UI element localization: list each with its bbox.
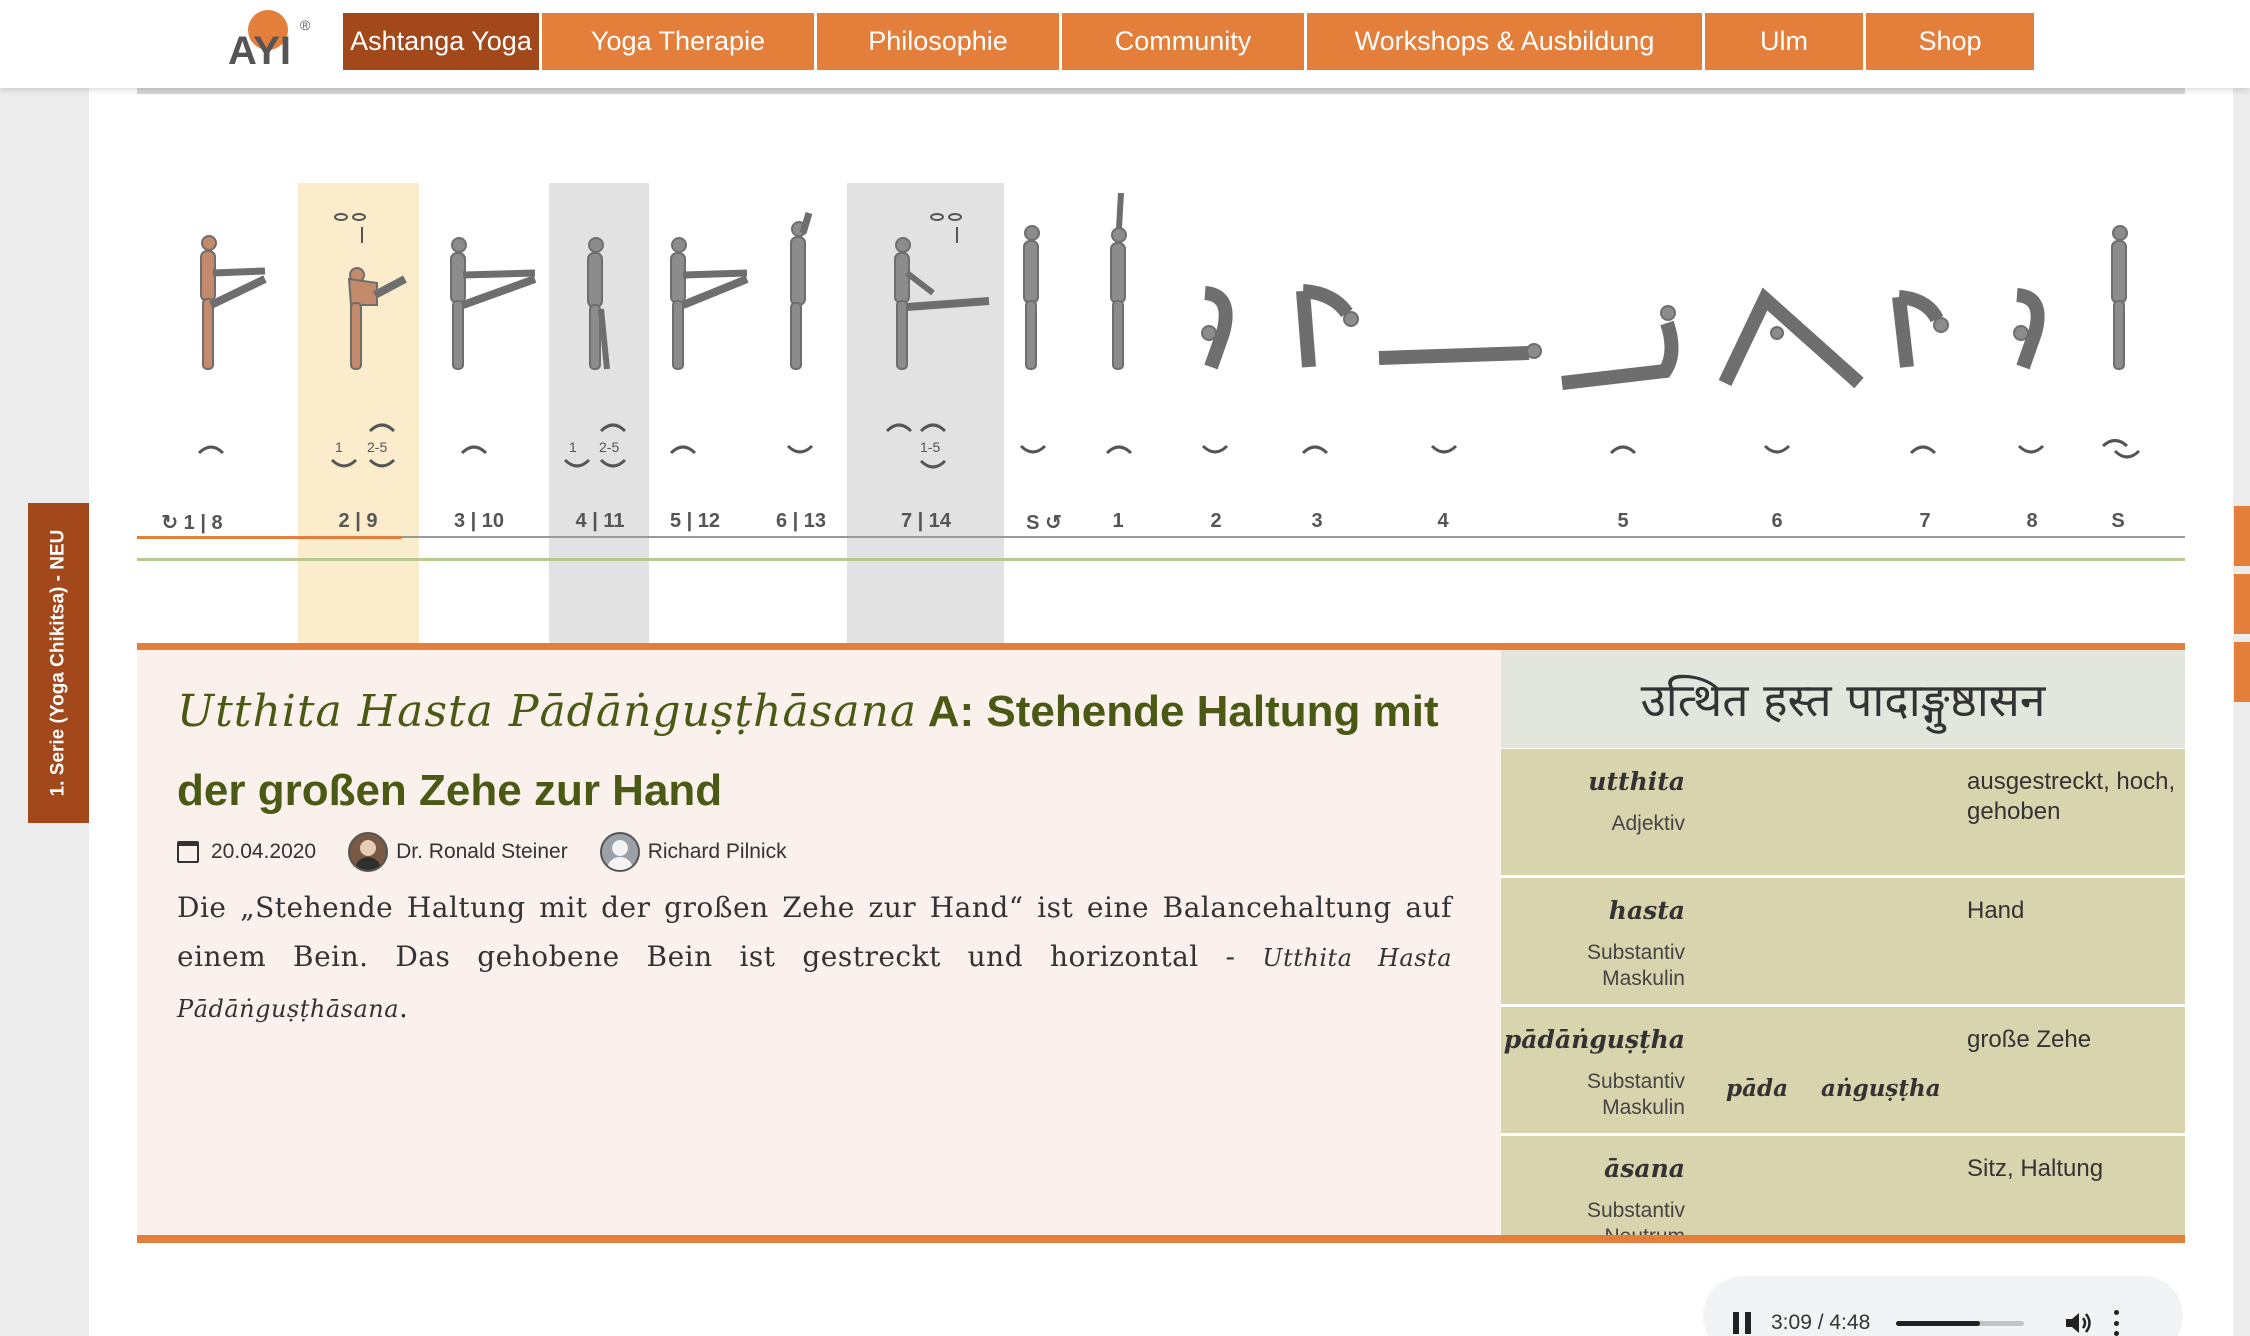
author-name: Dr. Ronald Steiner — [396, 840, 568, 863]
word-type: Adjektiv — [1611, 812, 1685, 835]
glossary-grammar — [1587, 940, 1685, 992]
calendar-icon — [177, 841, 199, 863]
nav-workshops[interactable]: Workshops & Ausbildung — [1307, 13, 1702, 70]
breath-count: 1 — [569, 439, 577, 455]
nav-ashtanga-yoga[interactable]: Ashtanga Yoga — [343, 13, 539, 70]
asana-figure-2 — [349, 268, 405, 369]
article-meta — [177, 830, 819, 874]
asana-figure-6 — [791, 213, 809, 369]
exhale-icon — [370, 460, 394, 466]
author-link[interactable] — [600, 832, 787, 872]
vinyasa-step[interactable] — [1021, 510, 1067, 535]
asana-figure-vinyasa-4 — [1379, 344, 1541, 358]
series-side-tab[interactable] — [28, 503, 89, 823]
audio-player — [1703, 1276, 2183, 1336]
glossary-meaning: ausgestreckt, hoch, gehoben — [1967, 768, 2176, 825]
inhale-icon — [199, 447, 223, 453]
vinyasa-step[interactable]: 7 — [1914, 510, 1935, 533]
inhale-icon — [462, 447, 486, 453]
vinyasa-step[interactable]: 2 | 9 — [334, 510, 383, 533]
glossary-meaning: Sitz, Haltung — [1967, 1155, 2104, 1182]
audio-progress-fill — [1896, 1321, 1980, 1326]
glossary-meaning: große Zehe — [1967, 1026, 2092, 1053]
description-sanskrit: Utthita Hasta Pādāṅguṣṭhāsana — [177, 944, 1453, 1023]
author-name: Richard Pilnick — [647, 840, 787, 863]
inhale-icon — [671, 447, 695, 453]
vinyasa-step[interactable]: 1 — [1107, 510, 1128, 533]
glossary-term: utthita — [1588, 767, 1685, 796]
author-link[interactable] — [348, 832, 568, 872]
volume-icon[interactable] — [2064, 1310, 2092, 1336]
word-type: Substantiv — [1586, 1070, 1685, 1093]
inhale-icon — [1303, 447, 1327, 453]
divider — [137, 88, 2185, 94]
series-side-tab-label: 1. Serie (Yoga Chikitsa) - NEU — [47, 529, 69, 797]
glossary-term: pādāṅguṣṭha — [1503, 1025, 1685, 1054]
exhale-icon — [332, 460, 356, 466]
asana-figure-7 — [895, 238, 989, 369]
vinyasa-step[interactable]: 3 — [1306, 510, 1327, 533]
compound-part: aṅguṣṭha — [1821, 1075, 1941, 1102]
asana-sequence — [137, 183, 2185, 643]
vinyasa-step[interactable]: 4 | 11 — [571, 510, 630, 533]
glossary-term: āsana — [1604, 1154, 1685, 1183]
compound-part: pāda — [1726, 1075, 1788, 1102]
exhale-icon — [1432, 446, 1456, 452]
vinyasa-step[interactable]: 6 | 13 — [771, 510, 831, 533]
inhale-icon — [2103, 441, 2127, 447]
inhale-icon — [1911, 447, 1935, 453]
vinyasa-count-row — [137, 510, 2185, 540]
asana-figure-samasthiti-end — [2112, 226, 2127, 369]
vinyasa-step[interactable]: S — [2106, 510, 2129, 533]
glossary-table — [1501, 650, 2185, 1235]
asana-figure-vinyasa-2 — [1202, 293, 1226, 367]
word-type: Substantiv — [1586, 1199, 1685, 1222]
glossary-grammar — [1611, 811, 1685, 837]
title-sanskrit: Utthita Hasta Pādāṅguṣṭhāsana — [177, 686, 918, 737]
glossary-term: hasta — [1608, 896, 1685, 925]
glossary-row — [1501, 878, 2185, 1004]
glossary-row — [1501, 1136, 2185, 1235]
vinyasa-step[interactable]: 5 — [1612, 510, 1633, 533]
panel-border — [137, 1235, 2185, 1243]
word-gender: Maskulin — [1602, 1096, 1685, 1119]
nav-ulm[interactable]: Ulm — [1705, 13, 1863, 70]
right-edge-tab[interactable] — [2234, 642, 2250, 702]
publish-date-text: 20.04.2020 — [211, 840, 317, 863]
vinyasa-step[interactable]: 8 — [2021, 510, 2042, 533]
inhale-icon — [921, 425, 945, 431]
pause-icon — [1733, 1312, 1739, 1334]
right-edge-tabs — [2234, 506, 2250, 710]
asana-figure-5 — [671, 238, 747, 369]
description-end: . — [399, 991, 409, 1024]
right-edge-tab[interactable] — [2234, 574, 2250, 634]
exhale-icon — [921, 461, 945, 467]
inhale-icon — [1611, 447, 1635, 453]
inhale-icon — [601, 425, 625, 431]
nav-philosophie[interactable]: Philosophie — [817, 13, 1059, 70]
exhale-icon — [788, 446, 812, 452]
drishti-eyes-icon — [335, 214, 365, 243]
asana-figure-3 — [451, 238, 535, 369]
exhale-icon — [2019, 446, 2043, 452]
asana-figure-vinyasa-7 — [1899, 297, 1948, 367]
return-icon: ↺ — [1045, 512, 1062, 534]
publish-date — [177, 840, 316, 864]
exhale-icon — [2115, 451, 2139, 457]
more-options-icon[interactable] — [2114, 1310, 2120, 1336]
drishti-eyes-icon — [931, 214, 961, 243]
page-title — [177, 672, 1467, 830]
vinyasa-step-label: 1 | 8 — [183, 512, 223, 534]
glossary-meaning: Hand — [1967, 897, 2025, 924]
vinyasa-step[interactable]: 3 | 10 — [449, 510, 509, 533]
breath-count: 1 — [335, 439, 343, 455]
ayi-logo[interactable] — [226, 8, 316, 72]
vinyasa-step[interactable]: 6 — [1766, 510, 1787, 533]
pause-button[interactable] — [1733, 1312, 1751, 1334]
title-german: A: Stehende Haltung mit der großen Zehe zur Hand — [177, 687, 1439, 815]
vinyasa-step[interactable] — [156, 510, 227, 535]
glossary-row — [1501, 749, 2185, 875]
glossary-grammar — [1587, 1069, 1685, 1121]
repeat-icon: ↻ — [161, 512, 179, 534]
nav-community[interactable]: Community — [1062, 13, 1304, 70]
breath-markers — [199, 425, 2139, 467]
word-type: Substantiv — [1586, 941, 1685, 964]
exhale-icon — [565, 460, 589, 466]
asana-description — [177, 883, 1452, 1034]
exhale-icon — [1021, 446, 1045, 452]
breath-count: 2-5 — [367, 439, 388, 455]
inhale-icon — [1107, 447, 1131, 453]
exhale-icon — [1203, 446, 1227, 452]
top-bar — [0, 0, 2250, 88]
main-nav — [343, 13, 2037, 70]
vinyasa-step[interactable]: 7 | 14 — [896, 510, 956, 533]
breath-count: 1-5 — [920, 439, 941, 455]
audio-time: 3:09 / 4:48 — [1771, 1311, 1871, 1334]
registered-mark: ® — [300, 17, 311, 33]
vinyasa-step[interactable]: 5 | 12 — [665, 510, 725, 533]
inhale-icon — [887, 425, 911, 431]
asana-figure-vinyasa-5 — [1562, 306, 1675, 383]
vinyasa-step[interactable]: 2 — [1205, 510, 1226, 533]
panel-border — [137, 643, 2185, 650]
audio-progress-bar[interactable] — [1896, 1321, 2024, 1326]
avatar — [348, 832, 388, 872]
word-gender: Maskulin — [1602, 967, 1685, 990]
nav-shop[interactable]: Shop — [1866, 13, 2034, 70]
asana-figure-1 — [201, 236, 265, 369]
divider — [137, 558, 2185, 561]
vinyasa-step-label: S — [1026, 512, 1040, 534]
asana-figure-vinyasa-6 — [1725, 299, 1859, 383]
asana-figure-vinyasa-1 — [1111, 193, 1126, 369]
avatar — [600, 832, 640, 872]
asana-figure-samasthiti — [1024, 226, 1039, 369]
nav-yoga-therapie[interactable]: Yoga Therapie — [542, 13, 814, 70]
glossary-row — [1501, 1007, 2185, 1133]
right-edge-tab[interactable] — [2234, 506, 2250, 566]
asana-figure-4 — [588, 238, 607, 369]
asana-figures — [137, 183, 2185, 643]
asana-description-panel — [137, 650, 1501, 1235]
exhale-icon — [1765, 446, 1789, 452]
asana-figure-vinyasa-8 — [2014, 295, 2038, 367]
description-text: Die „Stehende Haltung mit der großen Zehe zur Hand“ ist eine Balancehaltung auf einem Bein. Das gehobene Bein ist gestreckt und horizontal - — [177, 891, 1452, 973]
devanagari-title: उत्थित हस्त पादाङ्गुष्ठासन — [1501, 650, 2185, 748]
asana-figure-vinyasa-3 — [1303, 291, 1358, 367]
inhale-icon — [370, 425, 394, 431]
breath-count: 2-5 — [599, 439, 620, 455]
vinyasa-step[interactable]: 4 — [1432, 510, 1453, 533]
exhale-icon — [601, 460, 625, 466]
logo-text: AYI — [228, 29, 292, 72]
